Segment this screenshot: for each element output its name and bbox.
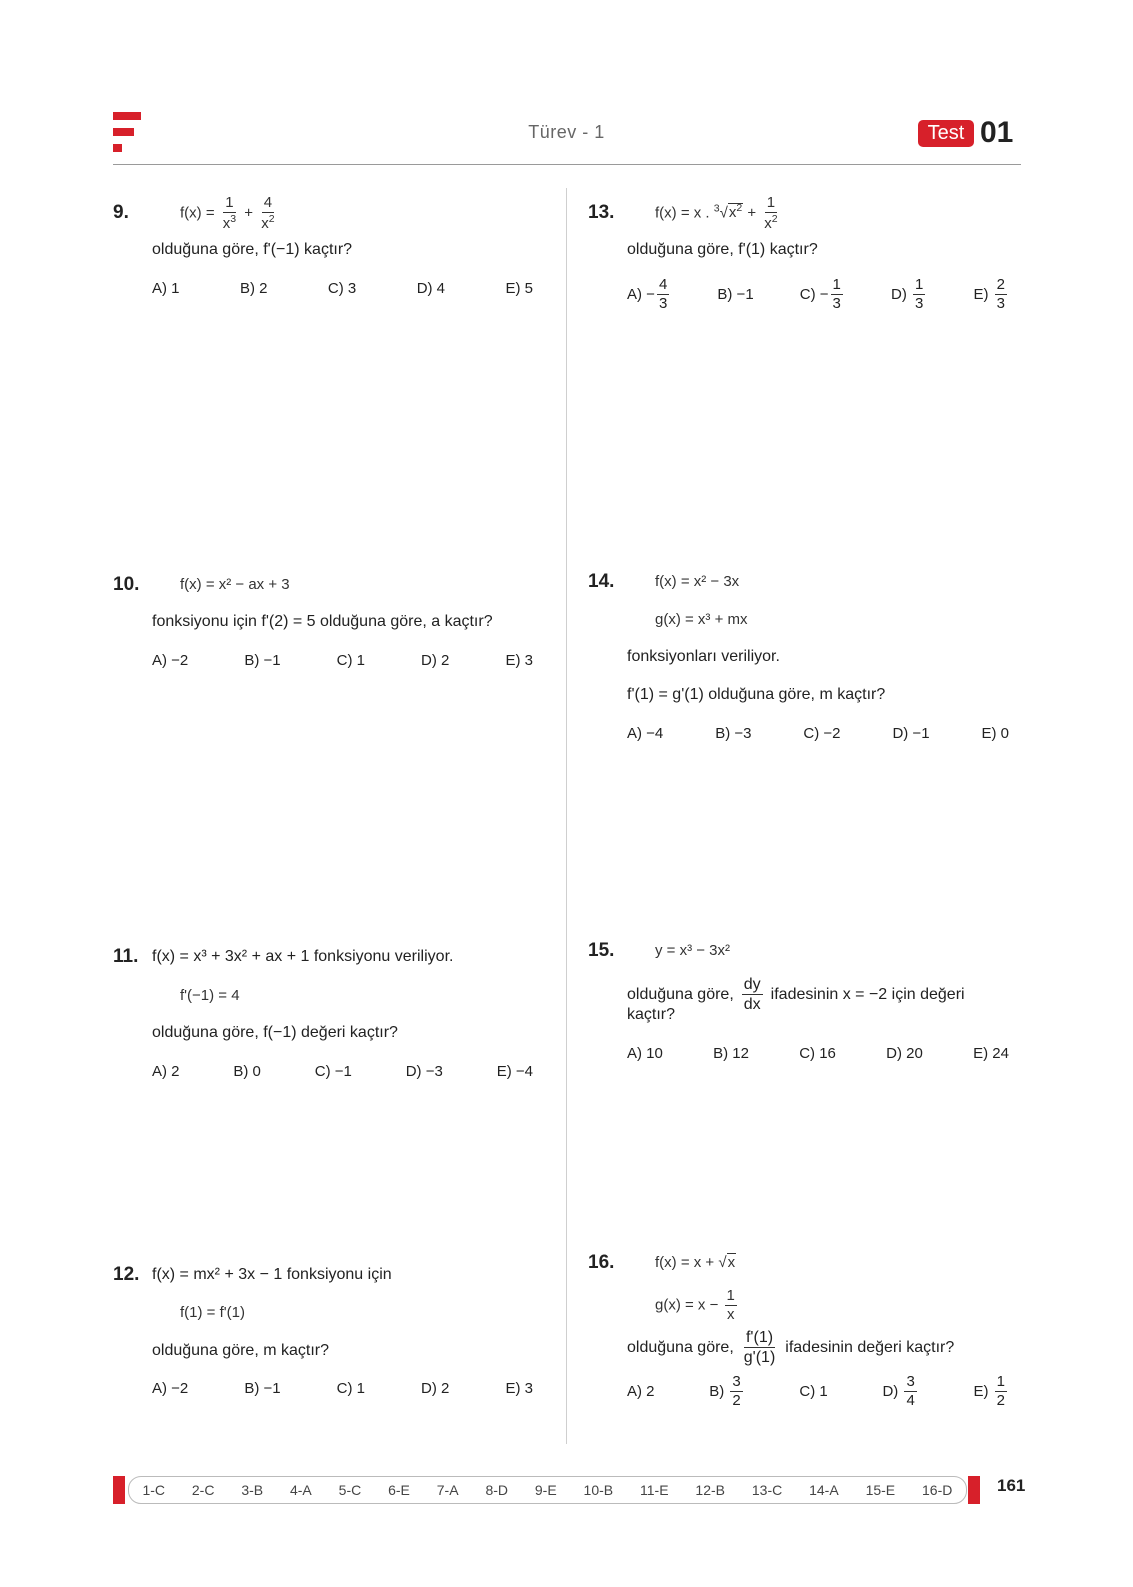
page-title: Türev - 1 bbox=[528, 122, 605, 142]
option[interactable]: B) 0 bbox=[233, 1063, 261, 1080]
answer-key-item: 12-B bbox=[695, 1482, 725, 1498]
option[interactable]: A) −4 bbox=[627, 725, 664, 742]
option[interactable]: B) $\frac{3}{2}$ bbox=[709, 1373, 741, 1409]
option[interactable]: B) −1 bbox=[244, 1380, 281, 1397]
option[interactable]: D) $\frac{1}{3}$ bbox=[891, 276, 924, 312]
answer-key-item: 8-D bbox=[485, 1482, 508, 1498]
option[interactable]: B) 12 bbox=[713, 1045, 749, 1062]
question-15-equation: y = x³ − 3x² bbox=[655, 942, 731, 959]
option[interactable]: D) 4 bbox=[416, 280, 446, 297]
option[interactable]: D) 20 bbox=[886, 1045, 923, 1062]
option[interactable]: D) −1 bbox=[892, 725, 930, 742]
option[interactable]: B) −1 bbox=[717, 286, 754, 303]
question-14-prompt: f'(1) = g'(1) olduğuna göre, m kaçtır? bbox=[627, 686, 886, 703]
answer-key-item: 6-E bbox=[388, 1482, 410, 1498]
option[interactable]: A) 1 bbox=[152, 280, 180, 297]
option[interactable]: C) 1 bbox=[336, 652, 365, 669]
question-10-prompt: fonksiyonu için f'(2) = 5 olduğuna göre, a kaçtır? bbox=[152, 613, 493, 630]
question-10-equation: f(x) = x² − ax + 3 bbox=[180, 576, 290, 593]
option[interactable]: B) −1 bbox=[244, 652, 281, 669]
answer-key-item: 5-C bbox=[338, 1482, 362, 1498]
question-14-equation-g: g(x) = x³ + mx bbox=[655, 611, 748, 628]
question-13-equation: f(x) = x . $^3√x^2$ + $\frac{1}{x^2}$ bbox=[655, 194, 778, 232]
option[interactable]: A) 2 bbox=[152, 1063, 180, 1080]
question-13-options bbox=[627, 276, 1009, 313]
option[interactable]: E) $\frac{1}{2}$ bbox=[973, 1373, 1005, 1409]
option[interactable]: D) 2 bbox=[421, 652, 450, 669]
option[interactable]: E) 5 bbox=[505, 280, 533, 297]
footer-bar-left bbox=[113, 1476, 125, 1504]
question-14-equation-f: f(x) = x² − 3x bbox=[655, 573, 740, 590]
question-13-prompt: olduğuna göre, f'(1) kaçtır? bbox=[627, 241, 818, 258]
question-12-equation: f(1) = f'(1) bbox=[180, 1304, 245, 1321]
answer-key-item: 14-A bbox=[809, 1482, 839, 1498]
question-10-number: 10. bbox=[113, 574, 140, 595]
option[interactable]: E) 3 bbox=[505, 652, 533, 669]
option[interactable]: E) $\frac{2}{3}$ bbox=[973, 276, 1005, 312]
option[interactable]: E) 24 bbox=[973, 1045, 1009, 1062]
question-16-equation-g: g(x) = x − $\frac{1}{x}$ bbox=[655, 1287, 735, 1323]
option[interactable]: C) − $\frac{1}{3}$ bbox=[799, 276, 841, 312]
option[interactable]: D) −3 bbox=[405, 1063, 443, 1080]
answer-key-item: 2-C bbox=[191, 1482, 215, 1498]
question-12-options bbox=[152, 1380, 533, 1397]
question-14-options bbox=[627, 725, 1009, 742]
option[interactable]: A) 10 bbox=[627, 1045, 663, 1062]
question-10-options bbox=[152, 652, 533, 669]
answer-key-item: 10-B bbox=[583, 1482, 614, 1498]
question-9-prompt: olduğuna göre, f'(−1) kaçtır? bbox=[152, 241, 353, 258]
question-9-number: 9. bbox=[113, 202, 129, 223]
question-14-stem: fonksiyonları veriliyor. bbox=[627, 648, 780, 665]
question-15-prompt: olduğuna göre, $\frac{dy}{dx}$ ifadesinin x = −2 için değeri bbox=[627, 976, 965, 1014]
option[interactable]: B) 2 bbox=[239, 280, 268, 297]
answer-key-item: 15-E bbox=[865, 1482, 896, 1498]
answer-key-item: 11-E bbox=[640, 1482, 669, 1498]
header-divider bbox=[113, 164, 1021, 165]
question-16-number: 16. bbox=[588, 1252, 615, 1273]
question-11-number: 11. bbox=[113, 946, 139, 967]
question-15-number: 15. bbox=[588, 940, 615, 961]
question-9-options bbox=[152, 280, 533, 297]
option[interactable]: B) −3 bbox=[715, 725, 752, 742]
answer-key-item: 7-A bbox=[436, 1482, 459, 1498]
question-14-number: 14. bbox=[588, 571, 615, 592]
question-16-equation-f: f(x) = x + √x bbox=[655, 1254, 736, 1271]
answer-key bbox=[128, 1476, 967, 1504]
option[interactable]: E) 3 bbox=[505, 1380, 533, 1397]
question-16-options bbox=[627, 1373, 1009, 1410]
option[interactable]: C) 1 bbox=[336, 1380, 365, 1397]
option[interactable]: C) 3 bbox=[327, 280, 357, 297]
question-11-prompt: olduğuna göre, f(−1) değeri kaçtır? bbox=[152, 1024, 398, 1041]
question-12-stem: f(x) = mx² + 3x − 1 fonksiyonu için bbox=[152, 1266, 392, 1283]
option[interactable]: E) −4 bbox=[496, 1063, 533, 1080]
page-number: 161 bbox=[997, 1476, 1026, 1495]
answer-key-item: 3-B bbox=[241, 1482, 264, 1498]
option[interactable]: A) − $\frac{4}{3}$ bbox=[627, 276, 668, 312]
option[interactable]: D) $\frac{3}{4}$ bbox=[882, 1373, 915, 1409]
question-11-equation: f'(−1) = 4 bbox=[180, 987, 240, 1004]
question-12-prompt: olduğuna göre, m kaçtır? bbox=[152, 1342, 329, 1359]
option[interactable]: D) 2 bbox=[421, 1380, 450, 1397]
test-badge: Test bbox=[918, 120, 974, 147]
question-12-number: 12. bbox=[113, 1264, 140, 1285]
option[interactable]: C) −2 bbox=[803, 725, 841, 742]
question-13-number: 13. bbox=[588, 202, 615, 223]
option[interactable]: C) −1 bbox=[314, 1063, 352, 1080]
answer-key-item: 16-D bbox=[922, 1482, 953, 1498]
option[interactable]: A) −2 bbox=[152, 1380, 189, 1397]
question-11-options bbox=[152, 1063, 533, 1080]
question-9-equation: f(x) = $\frac{1}{x^3}$ + $\frac{4}{x^2}$ bbox=[180, 194, 275, 232]
option[interactable]: E) 0 bbox=[981, 725, 1009, 742]
answer-key-item: 1-C bbox=[142, 1482, 165, 1498]
test-number: 01 bbox=[980, 116, 1014, 149]
column-divider bbox=[566, 188, 567, 1444]
question-11-stem: f(x) = x³ + 3x² + ax + 1 fonksiyonu veriliyor. bbox=[152, 948, 454, 965]
answer-key-item: 4-A bbox=[289, 1482, 312, 1498]
answer-key-item: 9-E bbox=[534, 1482, 557, 1498]
footer-bar-right bbox=[968, 1476, 980, 1504]
option[interactable]: A) −2 bbox=[152, 652, 189, 669]
question-15-prompt-end: kaçtır? bbox=[627, 1006, 676, 1023]
option[interactable]: A) 2 bbox=[627, 1383, 655, 1400]
question-16-prompt: olduğuna göre, $\frac{f'(1)}{g'(1)}$ ifadesinin değeri kaçtır? bbox=[627, 1329, 955, 1367]
option[interactable]: C) 16 bbox=[799, 1045, 836, 1062]
option[interactable]: C) 1 bbox=[799, 1383, 828, 1400]
answer-key-item: 13-C bbox=[751, 1482, 783, 1498]
question-15-options bbox=[627, 1045, 1009, 1062]
